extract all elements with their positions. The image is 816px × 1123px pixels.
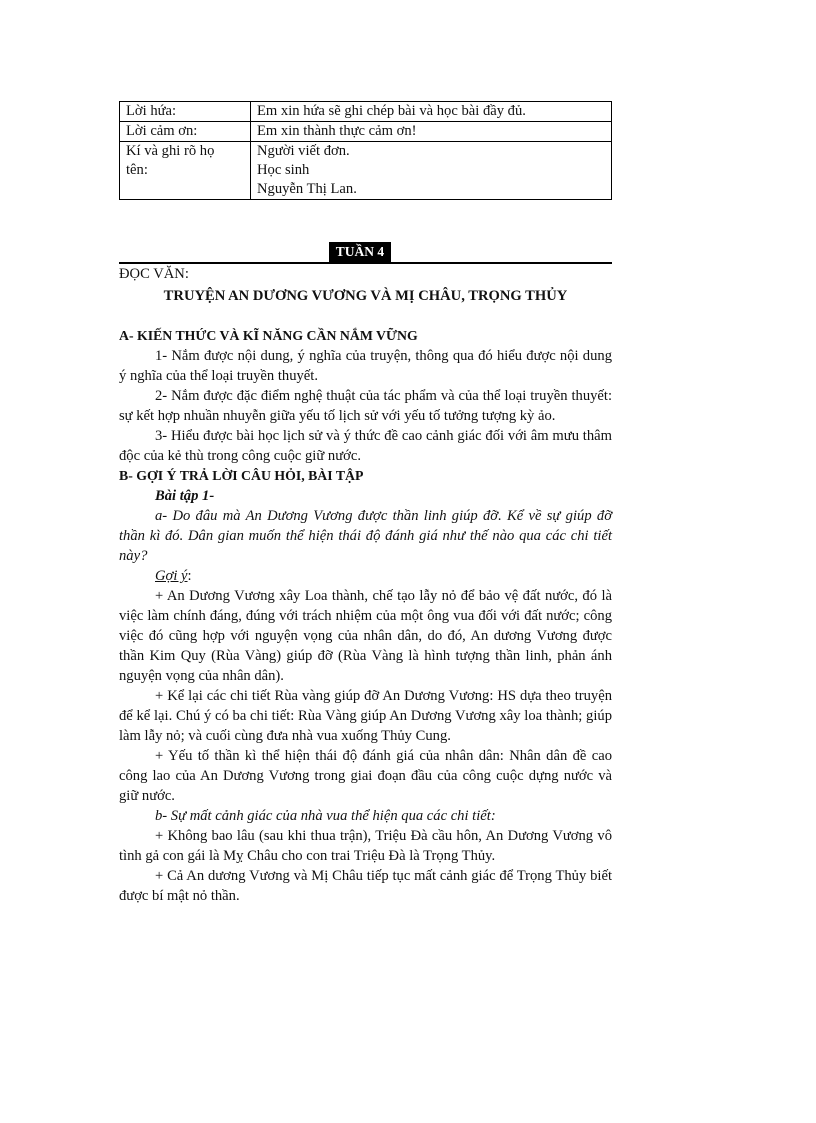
table-cell-value: Em xin hứa sẽ ghi chép bài và học bài đầy đủ. — [251, 102, 612, 122]
signature-line: Học sinh — [257, 162, 310, 178]
table-row — [120, 142, 612, 200]
signature-line: Người viết đơn. — [257, 143, 350, 159]
table-cell-value — [251, 142, 612, 200]
objective-item: 2- Nắm được đặc điểm nghệ thuật của tác phẩm và của thể loại truyền thuyết: sự kết hợp nhuần nhuyễn giữa yếu tố lịch sử với yếu tố tưởng tượng kỳ ảo. — [119, 388, 612, 424]
question-a: a- Do đâu mà An Dương Vương được thần linh giúp đỡ. Kể về sự giúp đỡ thần kì đó. Dân gian muốn thể hiện thái độ đánh giá như thế nào qua các chi tiết này? — [119, 508, 612, 564]
week-header — [119, 242, 612, 264]
part-a-heading: A- KIẾN THỨC VÀ KĨ NĂNG CẦN NẮM VỮNG — [119, 328, 418, 343]
hint-colon: : — [187, 568, 192, 584]
answer-point: + Kể lại các chi tiết Rùa vàng giúp đỡ An Dương Vương: HS dựa theo truyện để kể lại. Chú ý có ba chi tiết: Rùa Vàng giúp An Dương Vương xây loa thành; giúp làm lẫy nỏ; và cuối cùng đưa nhà vua xuống Thủy Cung. — [119, 688, 612, 744]
answer-point: + Cả An dương Vương và Mị Châu tiếp tục mất cảnh giác để Trọng Thủy biết được bí mật nỏ thần. — [119, 868, 612, 904]
answer-point: + An Dương Vương xây Loa thành, chế tạo lẫy nỏ để bảo vệ đất nước, đó là việc làm chính đáng, đúng với trách nhiệm của một ông vua đối với đất nước; công việc đó cũng hợp với nguyện vọng của nhân dân, do đó, An dương Vương được thần Kim Quy (Rùa Vàng) giúp đỡ (Rùa Vàng là hình tượng thần linh, phản ánh nguyện vọng của nhân dân). — [119, 588, 612, 684]
objective-item: 1- Nắm được nội dung, ý nghĩa của truyện, thông qua đó hiểu được nội dung ý nghĩa của thể loại truyền thuyết. — [119, 348, 612, 384]
table-cell-value: Em xin thành thực cảm ơn! — [251, 122, 612, 142]
label-line: tên: — [126, 162, 148, 178]
table-cell-label: Lời cảm ơn: — [120, 122, 251, 142]
form-signature-table — [119, 101, 612, 200]
exercise-title: Bài tập 1- — [155, 488, 215, 504]
part-b-heading: B- GỢI Ý TRẢ LỜI CÂU HỎI, BÀI TẬP — [119, 468, 364, 483]
hint-label-line — [119, 566, 612, 586]
objective-item: 3- Hiểu được bài học lịch sử và ý thức đề cao cảnh giác đối với âm mưu thâm độc của kẻ thù trong công cuộc giữ nước. — [119, 428, 612, 464]
spacer — [119, 306, 612, 326]
answer-point: + Không bao lâu (sau khi thua trận), Triệu Đà cầu hôn, An Dương Vương vô tình gả con gái là Mỵ Châu cho con trai Triệu Đà là Trọng Thủy. — [119, 828, 612, 864]
answer-point: + Yếu tố thần kì thể hiện thái độ đánh giá của nhân dân: Nhân dân đề cao công lao của An Dương Vương trong giai đoạn đầu của công cuộc dựng nước và giữ nước. — [119, 748, 612, 804]
question-b: b- Sự mất cảnh giác của nhà vua thể hiện qua các chi tiết: — [155, 808, 496, 824]
hint-label: Gợi ý — [155, 568, 188, 584]
table-row — [120, 102, 612, 122]
section-label: ĐỌC VĂN: — [119, 266, 189, 282]
label-line: Kí và ghi rõ họ — [126, 143, 215, 159]
table-row — [120, 122, 612, 142]
week-badge: TUẦN 4 — [329, 242, 391, 262]
signature-line: Nguyễn Thị Lan. — [257, 181, 357, 197]
lesson-content — [119, 264, 612, 906]
table-cell-label — [120, 142, 251, 200]
table-cell-label: Lời hứa: — [120, 102, 251, 122]
lesson-title: TRUYỆN AN DƯƠNG VƯƠNG VÀ MỊ CHÂU, TRỌNG THỦY — [163, 288, 568, 304]
